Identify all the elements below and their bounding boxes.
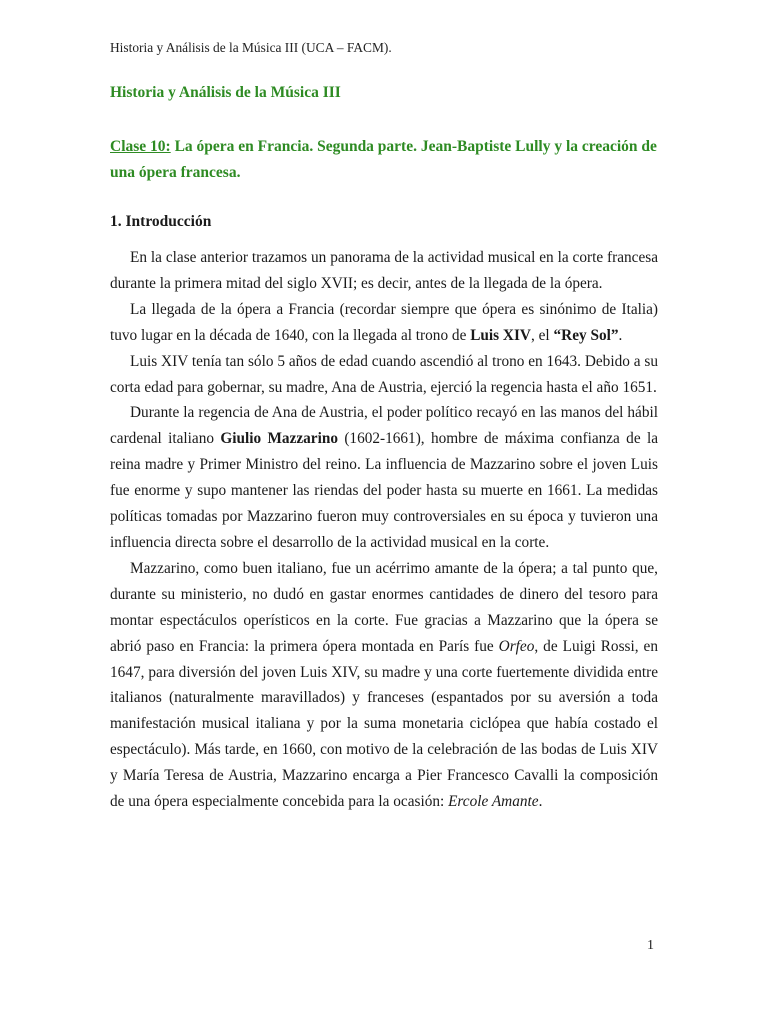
paragraph-5-text: , de Luigi Rossi, en 1647, para diversión del joven Luis XIV, su madre y una corte fuertemente dividida entre italianos (naturalmente maravillados) y franceses (espantados por su aversión a toda manifestación musical italiana y por la suma monetaria ciclópea que había costado el espectáculo). Más tarde, en 1660, con motivo de la celebración de las bodas de Luis XIV y María Teresa de Austria, Mazzarino encarga a Pier Francesco Cavalli la composición de una ópera especialmente concebida para la ocasión: xyxy=(110,637,658,811)
class-title xyxy=(110,134,658,186)
paragraph-2-text: . xyxy=(618,326,623,344)
bold-rey-sol: “Rey Sol” xyxy=(553,326,619,344)
running-header: Historia y Análisis de la Música III (UCA – FACM). xyxy=(110,40,392,55)
section-heading: 1. Introducción xyxy=(110,213,212,230)
paragraph-3: Luis XIV tenía tan sólo 5 años de edad cuando ascendió al trono en 1643. Debido a su corta edad para gobernar, su madre, Ana de Austria, ejerció la regencia hasta el año 1651. xyxy=(110,352,658,396)
class-title-text: La ópera en Francia. Segunda parte. Jean-Baptiste Lully y la creación de una ópera francesa. xyxy=(110,138,657,181)
paragraph-2-text: La llegada de la ópera a Francia (recordar siempre que ópera es sinónimo de Italia) tuvo lugar en la década de 1640, con la llegada al trono de xyxy=(110,300,658,344)
paragraph-4-text: (1602-1661), hombre de máxima confianza de la reina madre y Primer Ministro del reino. La influencia de Mazzarino sobre el joven Luis fue enorme y supo mantener las riendas del poder hasta su muerte en 1661. La medidas políticas tomadas por Mazzarino fueron muy controversiales en su época y tuvieron una influencia directa sobre el desarrollo de la actividad musical en la corte. xyxy=(110,430,658,551)
page-number: 1 xyxy=(647,938,654,953)
paragraph-2-text: , el xyxy=(530,326,554,344)
class-label: Clase 10: xyxy=(110,138,171,155)
body-text xyxy=(110,245,658,815)
bold-luis-xiv: Luis XIV xyxy=(470,326,531,344)
paragraph-2 xyxy=(110,297,658,349)
italic-ercole-amante: Ercole Amante xyxy=(448,793,539,811)
bold-mazzarino: Giulio Mazzarino xyxy=(220,430,338,448)
paragraph-1: En la clase anterior trazamos un panorama de la actividad musical en la corte francesa durante la primera mitad del siglo XVII; es decir, antes de la llegada de la ópera. xyxy=(110,249,658,292)
paragraph-5 xyxy=(110,556,658,815)
paragraph-4 xyxy=(110,400,658,555)
italic-orfeo: Orfeo xyxy=(498,637,535,655)
document-title: Historia y Análisis de la Música III xyxy=(110,84,341,101)
paragraph-5-text: Mazzarino, como buen italiano, fue un acérrimo amante de la ópera; a tal punto que, durante su ministerio, no dudó en gastar enormes cantidades de dinero del tesoro para montar espectáculos operísticos en la corte. Fue gracias a Mazzarino que la ópera se abrió paso en Francia: la primera ópera montada en París fue xyxy=(110,559,658,655)
paragraph-5-text: . xyxy=(538,793,543,811)
paragraph-4-text: Durante la regencia de Ana de Austria, el poder político recayó en las manos del hábil cardenal italiano xyxy=(110,404,658,448)
